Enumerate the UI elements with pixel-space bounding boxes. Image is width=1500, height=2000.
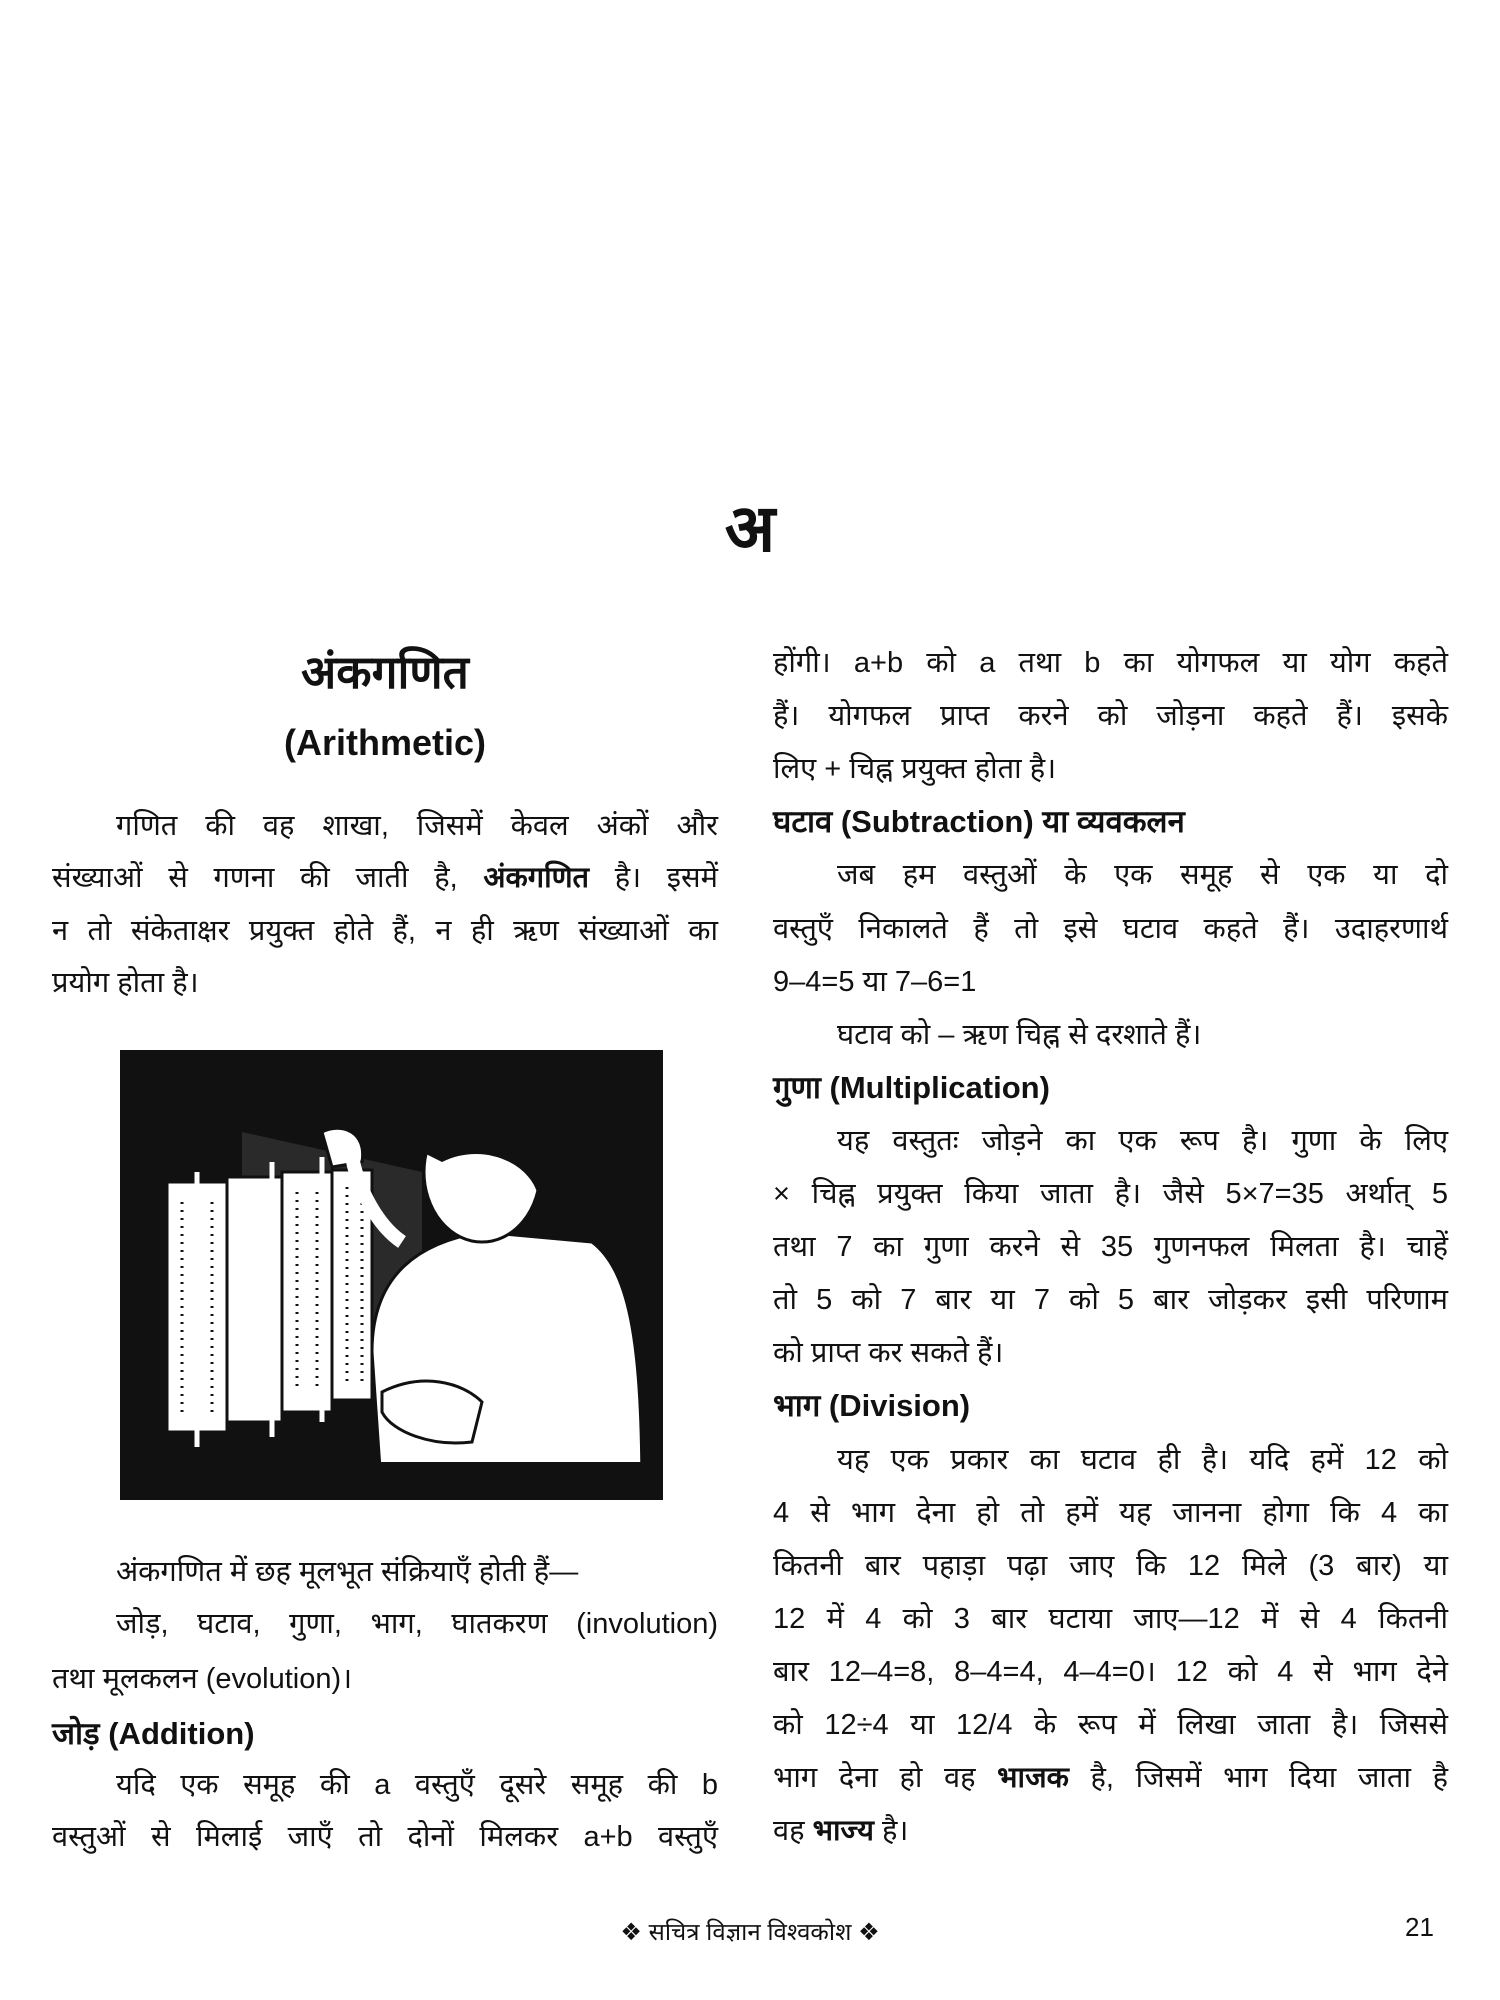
text-line (116, 806, 718, 846)
text-segment: वह (773, 1815, 813, 1848)
text-segment: तथा 7 का गुणा करने से 35 गुणनफल मिलता है। चाहें (773, 1231, 1448, 1264)
text-line (52, 911, 718, 951)
subsection-heading (773, 1386, 1448, 1426)
text-line (773, 749, 1448, 789)
text-line (773, 1705, 1448, 1745)
text-segment: 9–4=5 या 7–6=1 (773, 965, 977, 998)
text-segment: है, जिसमें भाग दिया जाता है (1068, 1762, 1448, 1795)
bold-term: भाजक (997, 1762, 1069, 1795)
text-segment: है। (873, 1815, 909, 1848)
text-segment: न तो संकेताक्षर प्रयुक्त होते हैं, न ही ऋण संख्याओं का (52, 915, 718, 947)
text-segment: यह वस्तुतः जोड़ने का एक रूप है। गुणा के लिए (837, 1124, 1448, 1157)
text-segment: भाग (Division) (773, 1388, 971, 1424)
text-line (773, 1174, 1448, 1214)
text-segment: 4 से भाग देना हो तो हमें यह जानना होगा कि 4 का (773, 1496, 1448, 1529)
text-segment: हैं। योगफल प्राप्त करने को जोड़ना कहते हैं। इसके (773, 700, 1448, 733)
text-line (773, 1811, 1448, 1851)
text-line (773, 962, 1448, 1002)
section-subtitle: (Arithmetic) (283, 722, 486, 763)
text-segment: वस्तुएँ निकालते हैं तो इसे घटाव कहते हैं। उदाहरणार्थ (773, 912, 1448, 945)
text-segment: लिए + चिह्न प्रयुक्त होता है। (773, 753, 1057, 786)
text-segment: भाग देना हो वह (773, 1762, 998, 1795)
text-line (116, 1552, 718, 1592)
text-line (773, 643, 1448, 683)
text-line (773, 909, 1448, 949)
text-segment: कितनी बार पहाड़ा पढ़ा जाए कि 12 मिले (3 बार) या (773, 1549, 1448, 1582)
text-segment: है। इसमें (589, 862, 718, 894)
text-line (52, 1659, 718, 1699)
text-segment: को 12÷4 या 12/4 के रूप में लिखा जाता है। जिससे (773, 1709, 1448, 1741)
text-line (837, 1015, 1448, 1055)
text-segment: यह एक प्रकार का घटाव ही है। यदि हमें 12 को (837, 1443, 1448, 1476)
text-line (773, 1546, 1448, 1586)
text-segment: को प्राप्त कर सकते हैं। (773, 1337, 1004, 1370)
text-segment: गुणा (Multiplication) (773, 1069, 1050, 1105)
text-line (773, 1599, 1448, 1639)
text-segment: होंगी। a+b को a तथा b का योगफल या योग कहते (773, 647, 1448, 679)
text-segment: जोड़, घटाव, गुणा, भाग, घातकरण (involution) (116, 1608, 718, 1640)
text-line (837, 1121, 1448, 1161)
text-segment: गणित की वह शाखा, जिसमें केवल अंकों और (116, 810, 718, 842)
subsection-heading (773, 1068, 1448, 1108)
text-segment: बार 12–4=8, 8–4=4, 4–4=0। 12 को 4 से भाग देने (773, 1655, 1448, 1688)
text-line (773, 1758, 1448, 1798)
text-segment: × चिह्न प्रयुक्त किया जाता है। जैसे 5×7=35 अर्थात् 5 (773, 1178, 1448, 1210)
chapter-letter: अ (724, 491, 776, 565)
text-line (52, 1817, 718, 1857)
text-line (837, 1440, 1448, 1480)
bold-term: अंकगणित (483, 862, 590, 894)
subsection-heading (52, 1714, 718, 1754)
text-segment: घटाव (Subtraction) या व्यवकलन (773, 804, 1185, 840)
text-segment: तथा मूलकलन (evolution)। (52, 1663, 353, 1695)
text-segment: संख्याओं से गणना की जाती है, (52, 862, 484, 894)
text-line (773, 1280, 1448, 1320)
text-segment: जोड़ (Addition) (52, 1716, 255, 1751)
text-line (52, 963, 718, 1003)
text-segment: तो 5 को 7 बार या 7 को 5 बार जोड़कर इसी परिणाम (773, 1284, 1448, 1317)
text-segment: यदि एक समूह की a वस्तुएँ दूसरे समूह की b (116, 1769, 718, 1801)
footer-book-title: ❖ सचित्र विज्ञान विश्वकोश ❖ (620, 1919, 880, 1946)
text-line (837, 855, 1448, 895)
bold-term: भाज्य (812, 1815, 874, 1848)
text-segment: घटाव को – ऋण चिह्न से दरशाते हैं। (837, 1018, 1202, 1051)
text-segment: वस्तुओं से मिलाई जाएँ तो दोनों मिलकर a+b वस्तुएँ (52, 1821, 718, 1853)
text-line (773, 1227, 1448, 1267)
illustration-boy-with-abacus (120, 1050, 663, 1500)
text-line (773, 696, 1448, 736)
section-title: अंकगणित (301, 646, 469, 698)
text-segment: अंकगणित में छह मूलभूत संक्रियाएँ होती हैं— (116, 1556, 579, 1588)
boy-abacus-drawing (122, 1052, 661, 1498)
text-line (773, 1333, 1448, 1373)
subsection-heading (773, 802, 1448, 842)
page-number: 21 (1405, 1912, 1434, 1942)
text-line (52, 858, 718, 898)
text-segment: जब हम वस्तुओं के एक समूह से एक या दो (837, 859, 1448, 892)
text-segment: 12 में 4 को 3 बार घटाया जाए—12 में से 4 कितनी (773, 1602, 1448, 1635)
text-line (773, 1493, 1448, 1533)
text-line (773, 1652, 1448, 1692)
text-line (116, 1765, 718, 1805)
text-line (116, 1604, 718, 1644)
text-segment: प्रयोग होता है। (52, 967, 199, 999)
